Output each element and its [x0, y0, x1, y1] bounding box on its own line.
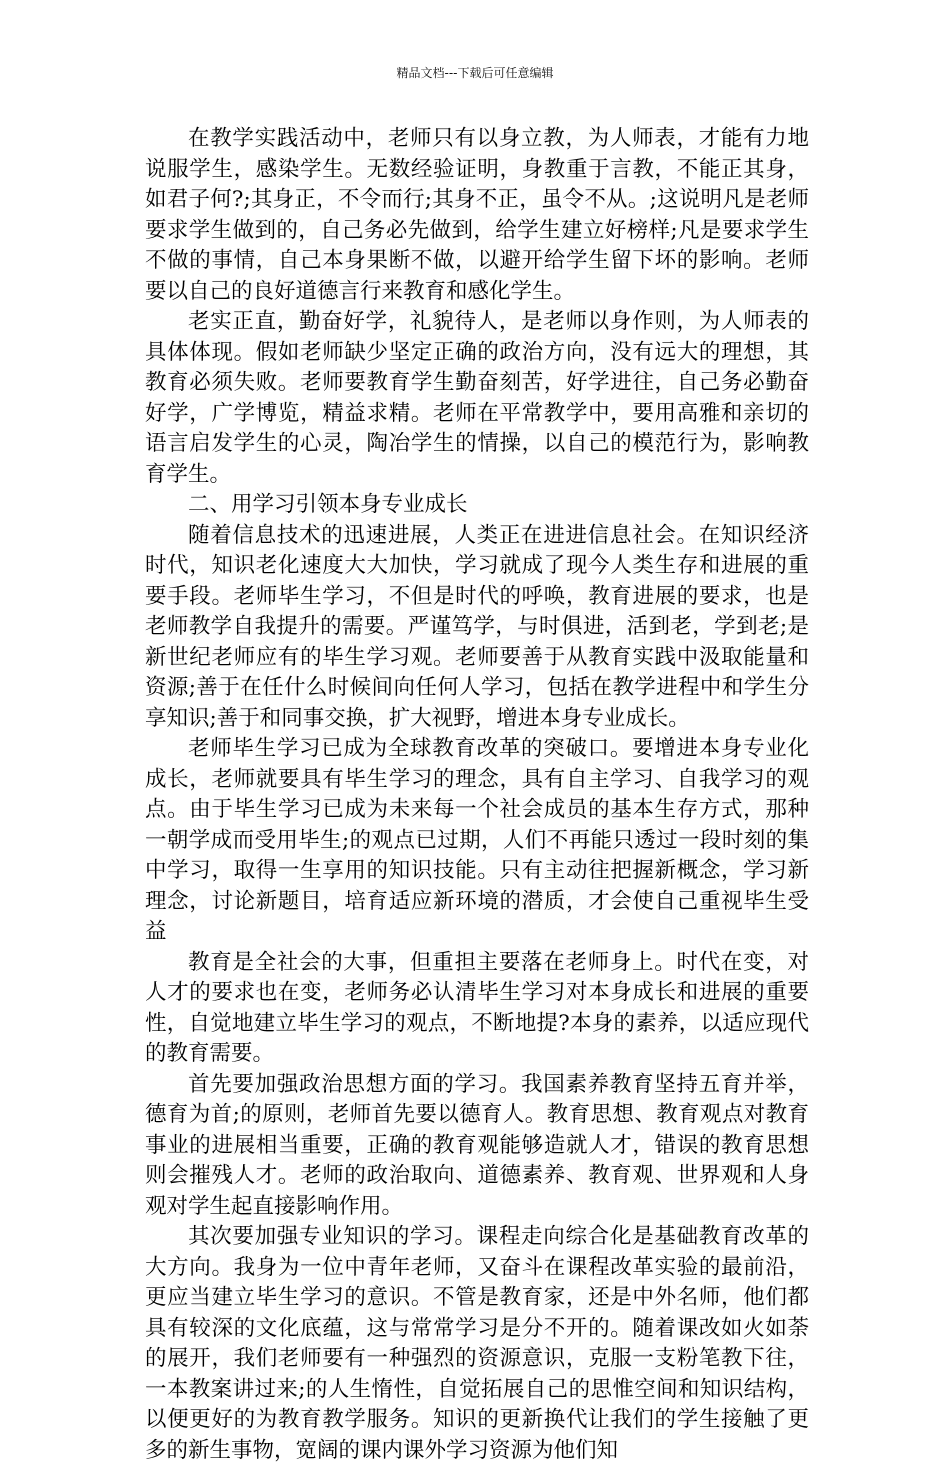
paragraph-lifelong-learning: 老师毕生学习已成为全球教育改革的突破口。要增进本身专业化成长，老师就要具有毕生学习的理念，具有自主学习、自我学习的观点。由于毕生学习已成为未来每一个社会成员的基本生存方式，那种一朝学成而受用毕生;的观点已过期，人们不再能只透过一段时刻的集中学习，取得一生享用的知识技能。只有主动往把握新概念，学习新理念，讨论新题目，培育适应新环境的潜质，才会使自己重视毕生受益	[145, 736, 809, 944]
paragraph-information-society: 随着信息技术的迅速进展，人类正在进进信息社会。在知识经济时代，知识老化速度大大加快，学习就成了现今人类生存和进展的重要手段。老师毕生学习，不但是时代的呼唤，教育进展的要求，也是老师教学自我提升的需要。严谨笃学，与时俱进，活到老，学到老;是新世纪老师应有的毕生学习观。老师要善于从教育实践中汲取能量和资源;善于在任什么时候间向任何人学习，包括在教学进程中和学生分享知识;善于和同事交换，扩大视野，增进本身专业成长。	[145, 522, 809, 731]
paragraph-education-responsibility: 教育是全社会的大事，但重担主要落在老师身上。时代在变，对人才的要求也在变，老师务必认清毕生学习对本身成长和进展的重要性，自觉地建立毕生学习的观点，不断地提?本身的素养，以适应现代的教育需要。	[145, 949, 809, 1066]
section-heading: 二、用学习引领本身专业成长	[188, 492, 468, 517]
paragraph-professional-study: 其次要加强专业知识的学习。课程走向综合化是基础教育改革的大方向。我身为一位中青年老师，又奋斗在课程改革实验的最前沿，更应当建立毕生学习的意识。不管是教育家，还是中外名师，他们都具有较深的文化底蕴，这与常常学习是分不开的。随着课改如火如荼的展开，我们老师要有一种强烈的资源意识，克服一支粉笔教下往，一本教案讲过来;的人生惰性，自觉拓展自己的思惟空间和知识结构，以便更好的为教育教学服务。知识的更新换代让我们的学生接触了更多的新生事物，宽阔的课内课外学习资源为他们知	[145, 1224, 809, 1463]
paragraph-honest-diligent: 老实正直，勤奋好学，礼貌待人，是老师以身作则，为人师表的具体体现。假如老师缺少坚定正确的政治方向，没有远大的理想，其教育必须失败。老师要教育学生勤奋刻苦，好学进往，自己务必勤奋好学，广学博览，精益求精。老师在平常教学中，要用高雅和亲切的语言启发学生的心灵，陶冶学生的情操，以自己的模范行为，影响教育学生。	[145, 309, 809, 487]
paragraph-teaching-by-example: 在教学实践活动中，老师只有以身立教，为人师表，才能有力地说服学生，感染学生。无数经验证明，身教重于言教，不能正其身，如君子何?;其身正，不令而行;其身不正，虽令不从。;这说明凡是老师要求学生做到的，自己务必先做到，给学生建立好榜样;凡是要求学生不做的事情，自己本身果断不做，以避开给学生留下坏的影响。老师要以自己的良好道德言行来教育和感化学生。	[145, 126, 809, 304]
page-header: 精品文档---下载后可任意编辑	[396, 66, 554, 80]
paragraph-political-study: 首先要加强政治思想方面的学习。我国素养教育坚持五育并举，德育为首;的原则，老师首先要以德育人。教育思想、教育观点对教育事业的进展相当重要，正确的教育观能够造就人才，错误的教育思想则会摧残人才。老师的政治取向、道德素养、教育观、世界观和人身观对学生起直接影响作用。	[145, 1071, 809, 1219]
document-body	[145, 124, 809, 1466]
